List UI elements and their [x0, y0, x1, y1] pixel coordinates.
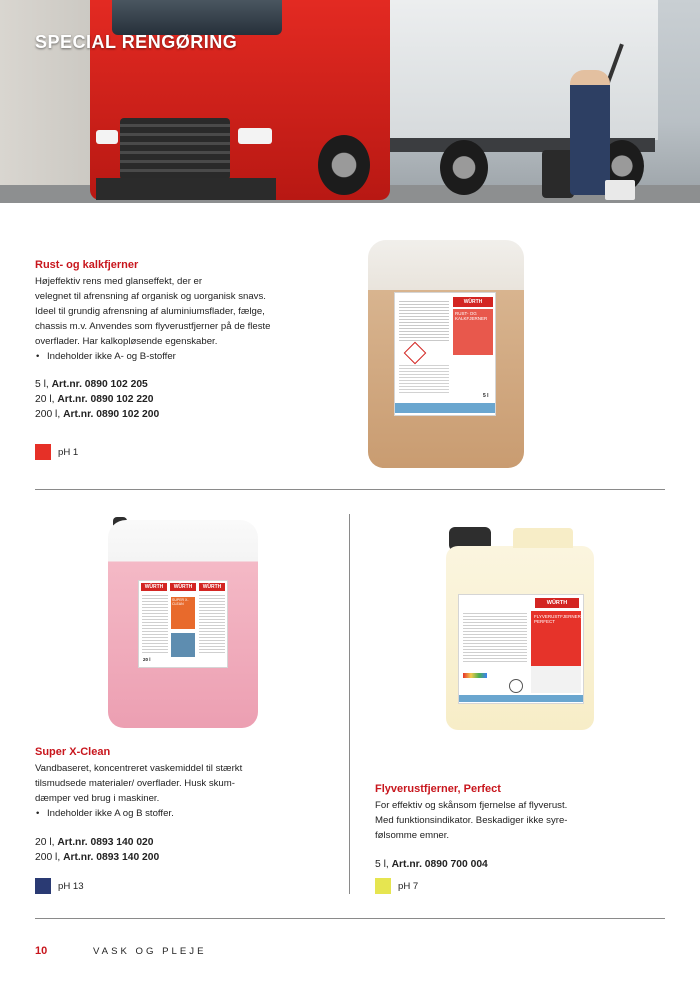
- product-title: Flyverustfjerner, Perfect: [375, 783, 501, 795]
- color-scale: [463, 673, 487, 678]
- article-line: 5 l, Art.nr. 0890 102 205: [35, 379, 148, 390]
- ph-swatch: [35, 878, 51, 894]
- desc-line: dæmper ved brug i maskiner.: [35, 793, 160, 804]
- label-product-name: SUPER X-CLEAN: [171, 597, 195, 629]
- label-fine-print: [199, 595, 225, 655]
- desc-line: overflader. Har kalkopløsende egenskaber.: [35, 336, 218, 347]
- ph-swatch: [35, 444, 51, 460]
- wheel: [440, 140, 488, 195]
- trailer: [385, 0, 658, 140]
- article-line: 20 l, Art.nr. 0890 102 220: [35, 394, 154, 405]
- headlight-left: [96, 130, 118, 144]
- truck-bumper: [96, 178, 276, 200]
- product-label: [138, 580, 228, 668]
- ph-label: pH 7: [398, 881, 419, 892]
- article-line: 200 l, Art.nr. 0893 140 200: [35, 852, 160, 863]
- article-list: [375, 857, 488, 872]
- brand-logo: WÜRTH: [170, 583, 196, 591]
- label-fine-print: [463, 613, 527, 663]
- canister-handle: [513, 528, 573, 548]
- footer-divider: [35, 918, 665, 919]
- article-line: 200 l, Art.nr. 0890 102 200: [35, 409, 160, 420]
- brand-logo: WÜRTH: [535, 598, 579, 608]
- label-band: [395, 403, 495, 413]
- label-band: [459, 695, 583, 702]
- product-title: Super X-Clean: [35, 746, 111, 758]
- product-label: [394, 292, 496, 416]
- label-photo: [171, 633, 195, 657]
- article-list: [35, 835, 159, 865]
- truck-grille: [120, 118, 230, 180]
- page-number: 10: [35, 945, 48, 957]
- desc-line: For effektiv og skånsom fjernelse af flyverust.: [375, 800, 568, 811]
- wheel: [318, 135, 370, 195]
- label-product-name: FLYVERUSTFJERNER PERFECT: [531, 611, 581, 661]
- label-car-photo: [531, 659, 581, 693]
- hero-banner: [0, 0, 700, 203]
- desc-line: chassis m.v. Anvendes som flyverustfjerner på de fleste: [35, 321, 271, 332]
- product-title: Rust- og kalkfjerner: [35, 259, 139, 271]
- label-product-name: RUST- OG KALKFJERNER: [453, 309, 493, 355]
- desc-line: Ideel til grundig afrensning af aluminiumsflader, fælge,: [35, 306, 265, 317]
- article-line: 20 l, Art.nr. 0893 140 020: [35, 837, 154, 848]
- column-divider: [349, 514, 350, 894]
- label-fine-print: [142, 595, 168, 655]
- canister-small: [605, 180, 635, 200]
- product-label: [458, 594, 584, 704]
- footer-section: VASK OG PLEJE: [93, 946, 207, 957]
- headlight-right: [238, 128, 272, 144]
- indicator-icon: [509, 679, 523, 693]
- product-description: [35, 761, 335, 821]
- desc-line: Med funktionsindikator. Beskadiger ikke syre-: [375, 815, 568, 826]
- hazard-icon: [404, 342, 427, 365]
- product-description: [375, 798, 675, 843]
- desc-line: Højeffektiv rens med glanseffekt, der er: [35, 276, 203, 287]
- label-fine-print: [399, 365, 449, 395]
- section-title: SPECIAL RENGØRING: [35, 32, 238, 52]
- article-list: [35, 377, 159, 422]
- desc-line: følsomme emner.: [375, 830, 450, 841]
- bullet-item: • Indeholder ikke A- og B-stoffer: [35, 349, 335, 364]
- desc-line: velegnet til afrensning af organisk og uorganisk snavs.: [35, 291, 266, 302]
- product-description: [35, 274, 335, 364]
- volume-label: 20 l: [143, 657, 151, 662]
- ph-label: pH 13: [58, 881, 84, 892]
- ph-swatch: [375, 878, 391, 894]
- desc-line: Vandbaseret, koncentreret vaskemiddel til stærkt: [35, 763, 243, 774]
- ph-label: pH 1: [58, 447, 79, 458]
- brand-logo: WÜRTH: [141, 583, 167, 591]
- volume-label: 5 l: [483, 393, 489, 399]
- article-line: 5 l, Art.nr. 0890 700 004: [375, 859, 488, 870]
- divider: [35, 489, 665, 490]
- label-fine-print: [399, 301, 449, 341]
- bullet-item: • Indeholder ikke A og B stoffer.: [35, 806, 335, 821]
- brand-logo: WÜRTH: [453, 297, 493, 307]
- brand-logo: WÜRTH: [199, 583, 225, 591]
- desc-line: tilsmudsede materialer/ overflader. Husk skum-: [35, 778, 235, 789]
- truck-windshield: [112, 0, 282, 35]
- worker-figure: [570, 70, 610, 195]
